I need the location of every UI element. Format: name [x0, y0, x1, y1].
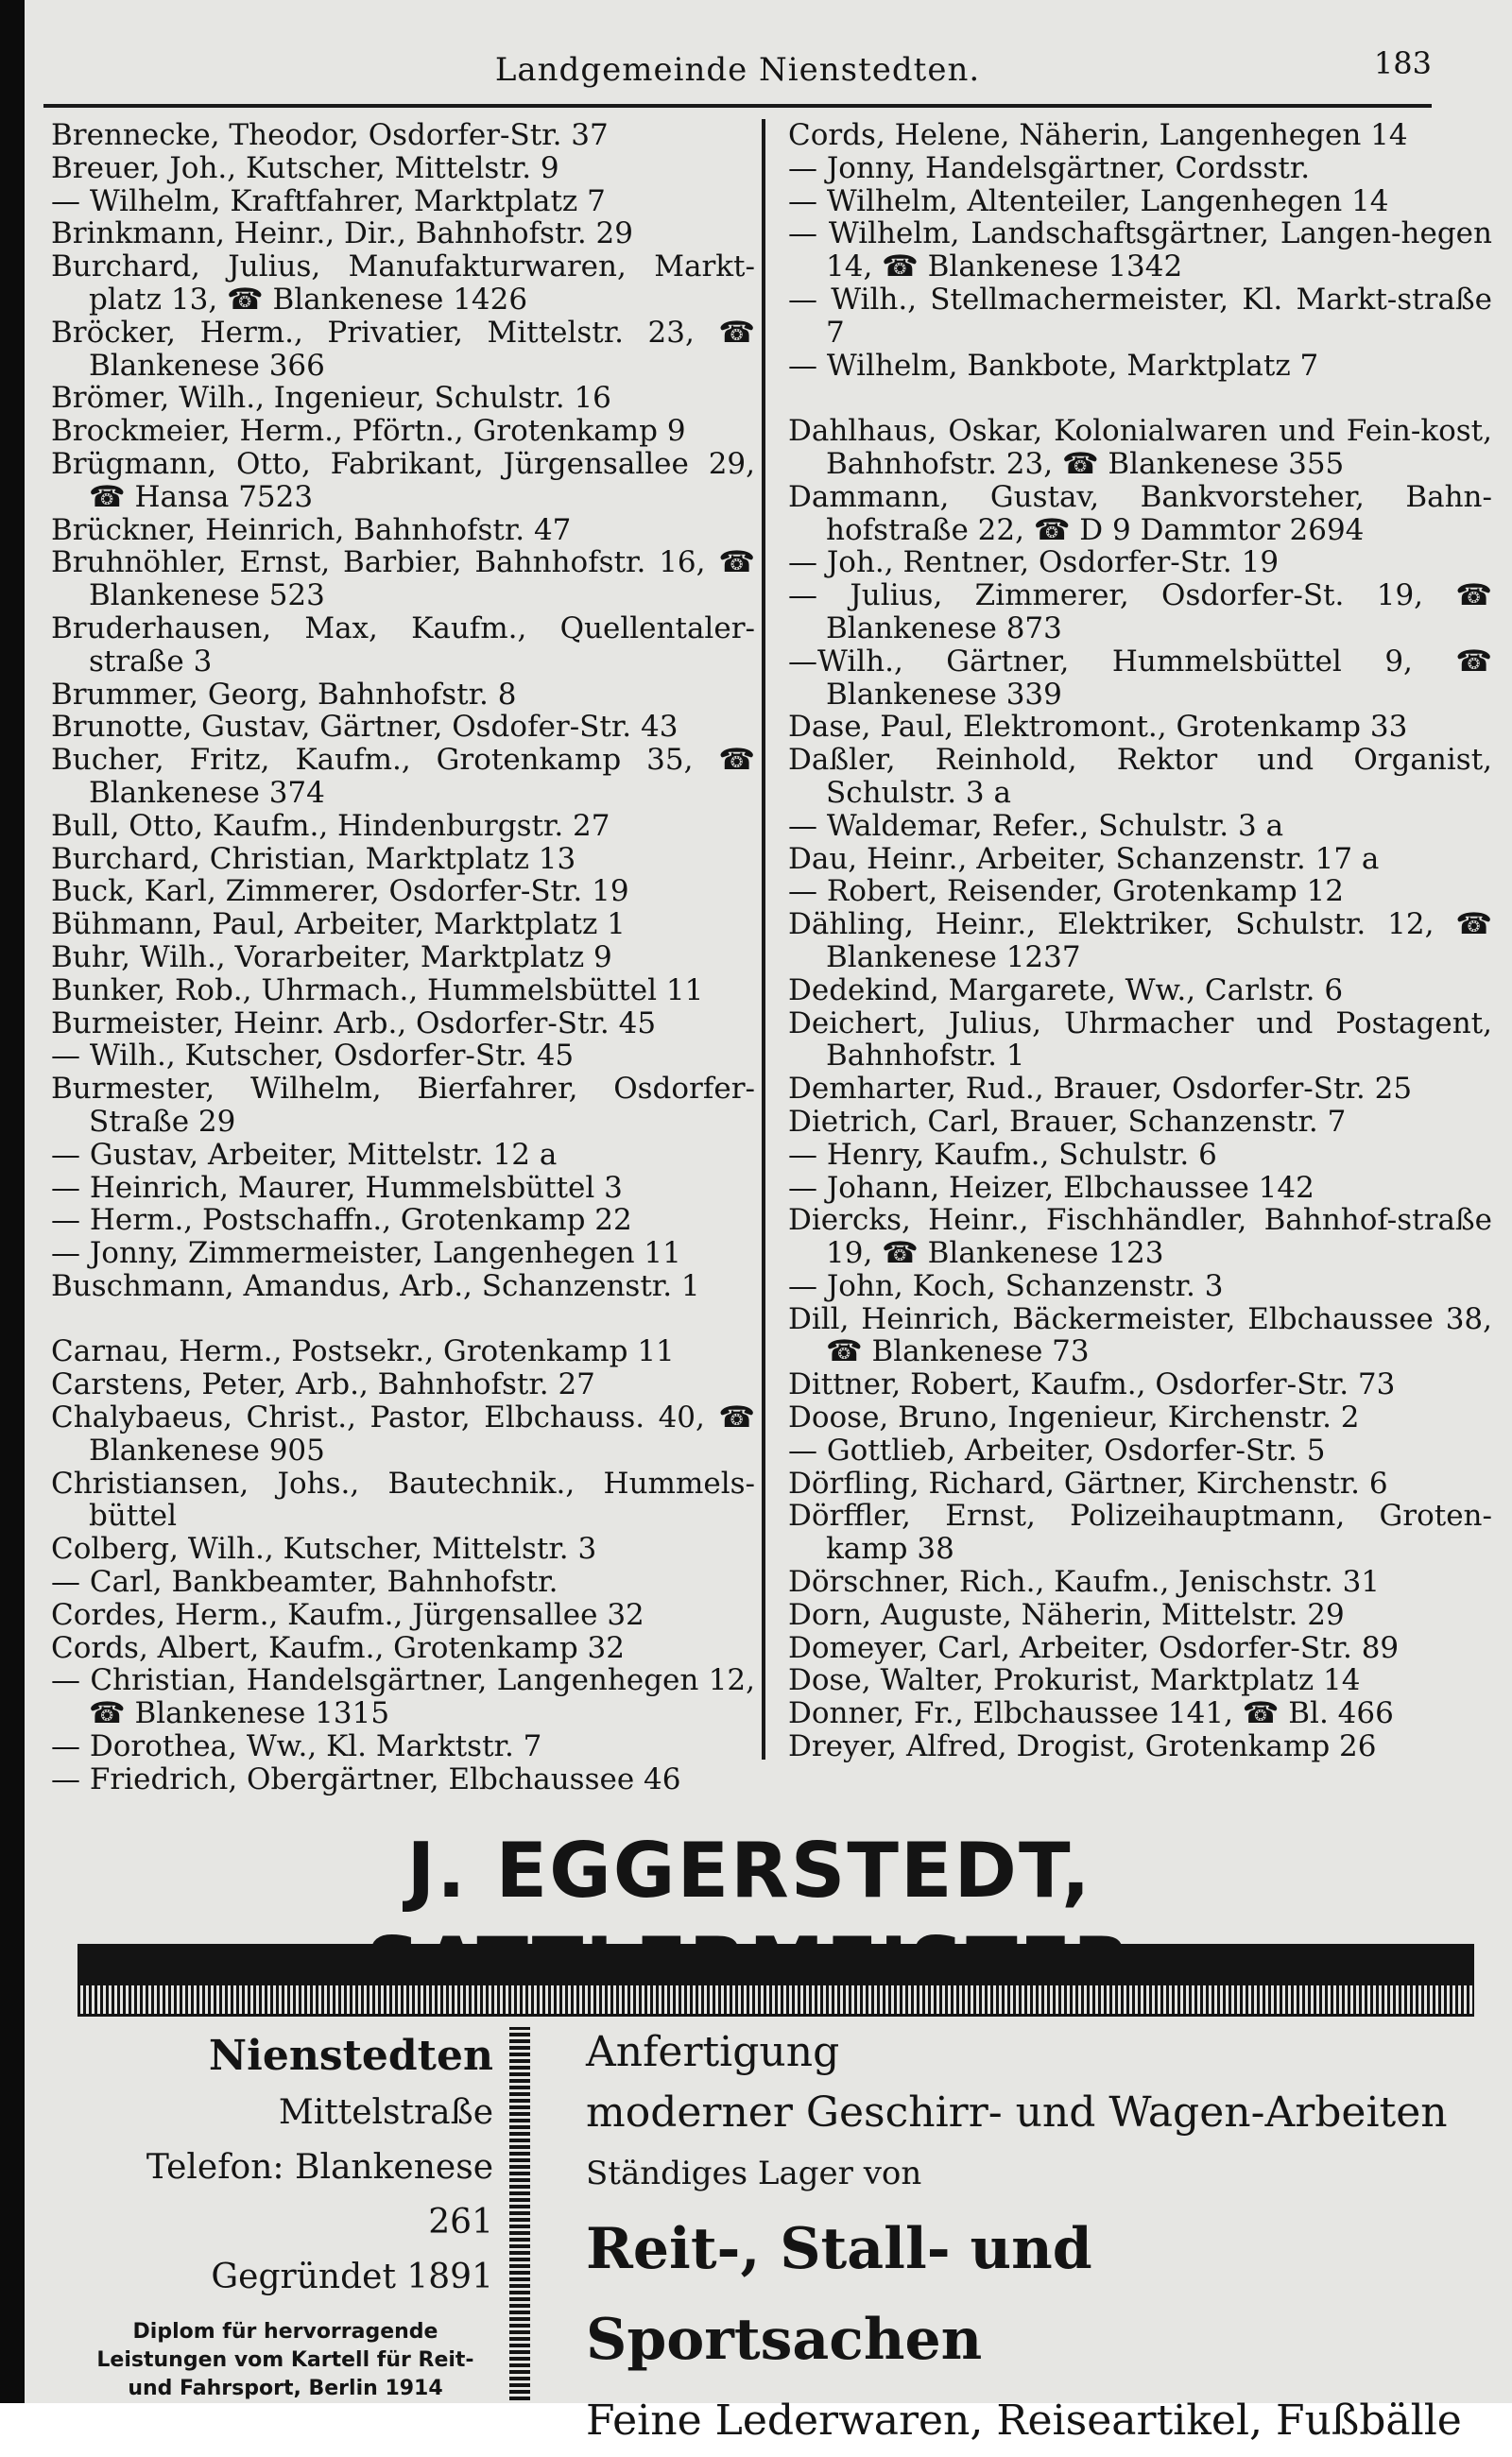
directory-entry: — Wilhelm, Altenteiler, Langenhegen 14	[788, 183, 1389, 218]
directory-entry: Doose, Bruno, Ingenieur, Kirchenstr. 2	[788, 1400, 1360, 1435]
directory-entry: Donner, Fr., Elbchaussee 141, ☎ Bl. 466	[788, 1696, 1394, 1731]
directory-entry: Bull, Otto, Kaufm., Hindenburgstr. 27	[51, 808, 610, 843]
directory-entry: — Wilhelm, Bankbote, Marktplatz 7	[788, 348, 1319, 383]
directory-entry: Deichert, Julius, Uhrmacher und Postagent, Bahnhofstr. 1	[788, 1005, 1492, 1074]
directory-entry: Brügmann, Otto, Fabrikant, Jürgensallee 29, ☎ Hansa 7523	[51, 446, 755, 514]
directory-entry: Brückner, Heinrich, Bahnhofstr. 47	[51, 512, 572, 547]
directory-entry: Bruhnöhler, Ernst, Barbier, Bahnhofstr. 16, ☎ Blankenese 523	[51, 545, 755, 613]
directory-entry: Bucher, Fritz, Kaufm., Grotenkamp 35, ☎ Blankenese 374	[51, 743, 755, 810]
directory-entry: — Henry, Kaufm., Schulstr. 6	[788, 1137, 1217, 1172]
directory-entry: Carstens, Peter, Arb., Bahnhofstr. 27	[51, 1367, 595, 1402]
directory-entry: Dörffler, Ernst, Polizeihauptmann, Groten-kamp 38	[788, 1499, 1492, 1567]
directory-entry: — Waldemar, Refer., Schulstr. 3 a	[788, 808, 1284, 843]
directory-entry: Diercks, Heinr., Fischhändler, Bahnhof-straße 19, ☎ Blankenese 123	[788, 1203, 1492, 1271]
directory-entry: Bühmann, Paul, Arbeiter, Marktplatz 1	[51, 907, 626, 942]
directory-entry: Bruderhausen, Max, Kaufm., Quellentaler-straße 3	[51, 610, 755, 679]
directory-entry: Brummer, Georg, Bahnhofstr. 8	[51, 677, 517, 712]
directory-entry: — Herm., Postschaffn., Grotenkamp 22	[51, 1203, 632, 1238]
directory-entry: — Joh., Rentner, Osdorfer-Str. 19	[788, 545, 1280, 580]
directory-entry: Buck, Karl, Zimmerer, Osdorfer-Str. 19	[51, 874, 629, 909]
page-title: Landgemeinde Nienstedten.	[494, 51, 981, 89]
directory-entry: — Christian, Handelsgärtner, Langenhegen 12, ☎ Blankenese 1315	[51, 1663, 755, 1731]
directory-entry: — Julius, Zimmerer, Osdorfer-St. 19, ☎ Blankenese 873	[788, 578, 1492, 645]
directory-entry: Dörfling, Richard, Gärtner, Kirchenstr. 6	[788, 1466, 1388, 1501]
directory-entry: Buschmann, Amandus, Arb., Schanzenstr. 1	[51, 1268, 700, 1303]
directory-entry: Bröcker, Herm., Privatier, Mittelstr. 23, ☎ Blankenese 366	[51, 315, 755, 383]
directory-entry: — Dorothea, Ww., Kl. Marktstr. 7	[51, 1729, 542, 1764]
ad-line-1: Anfertigung	[586, 2028, 840, 2076]
directory-entry: Brinkmann, Heinr., Dir., Bahnhofstr. 29	[51, 216, 633, 251]
directory-entry: Burchard, Julius, Manufakturwaren, Markt-platz 13, ☎ Blankenese 1426	[51, 249, 755, 317]
ad-street: Mittelstraße	[278, 2093, 493, 2132]
directory-entry: Christiansen, Johs., Bautechnik., Hummels-büttel	[51, 1466, 755, 1534]
ad-left-block	[77, 2027, 493, 2403]
ad-line-3: Ständiges Lager von	[586, 2155, 922, 2192]
section-spacer	[51, 1303, 755, 1336]
directory-entry: Brennecke, Theodor, Osdorfer-Str. 37	[51, 118, 609, 152]
ad-line-2: moderner Geschirr- und Wagen-Arbeiten	[586, 2088, 1448, 2137]
directory-entry: Dähling, Heinr., Elektriker, Schulstr. 12, ☎ Blankenese 1237	[788, 907, 1492, 974]
directory-entry: — Jonny, Handelsgärtner, Cordsstr.	[788, 150, 1311, 185]
directory-entry: — Gustav, Arbeiter, Mittelstr. 12 a	[51, 1137, 558, 1172]
directory-entry: Brockmeier, Herm., Pförtn., Grotenkamp 9	[51, 414, 686, 449]
directory-entry: Buhr, Wilh., Vorarbeiter, Marktplatz 9	[51, 939, 612, 974]
directory-entry: Burchard, Christian, Marktplatz 13	[51, 841, 576, 876]
directory-entry: Dedekind, Margarete, Ww., Carlstr. 6	[788, 972, 1344, 1007]
directory-entry: Cordes, Herm., Kaufm., Jürgensallee 32	[51, 1597, 644, 1632]
directory-entry: Chalybaeus, Christ., Pastor, Elbchauss. 40, ☎ Blankenese 905	[51, 1400, 755, 1468]
directory-entry: Dorn, Auguste, Näherin, Mittelstr. 29	[788, 1597, 1345, 1632]
ad-line-4: Reit-, Stall- und Sportsachen	[586, 2216, 1092, 2373]
right-column	[788, 119, 1492, 1763]
directory-entry: Dahlhaus, Oskar, Kolonialwaren und Fein-kost, Bahnhofstr. 23, ☎ Blankenese 355	[788, 414, 1492, 481]
directory-entry: — Heinrich, Maurer, Hummelsbüttel 3	[51, 1170, 623, 1205]
directory-entry: Dill, Heinrich, Bäckermeister, Elbchaussee 38, ☎ Blankenese 73	[788, 1301, 1492, 1369]
column-divider	[762, 119, 765, 1760]
directory-entry: — Wilhelm, Kraftfahrer, Marktplatz 7	[51, 183, 606, 218]
directory-entry: — Carl, Bankbeamter, Bahnhofstr.	[51, 1565, 558, 1600]
ad-band-solid	[77, 1944, 1474, 1985]
directory-entry: Dietrich, Carl, Brauer, Schanzenstr. 7	[788, 1104, 1347, 1139]
directory-entry: —Wilh., Gärtner, Hummelsbüttel 9, ☎ Blankenese 339	[788, 644, 1492, 712]
directory-entry: — Friedrich, Obergärtner, Elbchaussee 46	[51, 1761, 681, 1796]
directory-entry: Brömer, Wilh., Ingenieur, Schulstr. 16	[51, 381, 611, 416]
section-spacer	[788, 382, 1492, 415]
ad-title: J. EGGERSTEDT,	[406, 1827, 1092, 1915]
directory-entry: Breuer, Joh., Kutscher, Mittelstr. 9	[51, 150, 559, 185]
directory-entry: — Johann, Heizer, Elbchaussee 142	[788, 1170, 1314, 1205]
directory-entry: — Wilh., Kutscher, Osdorfer-Str. 45	[51, 1039, 575, 1074]
directory-entry: Dammann, Gustav, Bankvorsteher, Bahn-hofstraße 22, ☎ D 9 Dammtor 2694	[788, 479, 1492, 547]
ad-diploma: Diplom für hervorragende Leistungen vom Kartell für Reit- und Fahrsport, Berlin 1914	[96, 2320, 474, 2400]
ad-band-hatched	[77, 1985, 1474, 2017]
ad-founded: Gegründet 1891	[211, 2258, 493, 2296]
directory-entry: Brunotte, Gustav, Gärtner, Osdofer-Str. 43	[51, 710, 679, 745]
directory-entry: — Wilh., Stellmachermeister, Kl. Markt-straße 7	[788, 282, 1492, 350]
directory-entry: — Wilhelm, Landschaftsgärtner, Langen-hegen 14, ☎ Blankenese 1342	[788, 216, 1492, 284]
directory-entry: — Robert, Reisender, Grotenkamp 12	[788, 874, 1344, 909]
directory-entry: Dau, Heinr., Arbeiter, Schanzenstr. 17 a	[788, 841, 1380, 876]
directory-entry: Daßler, Reinhold, Rektor und Organist, Schulstr. 3 a	[788, 743, 1492, 810]
directory-entry: Demharter, Rud., Brauer, Osdorfer-Str. 25	[788, 1072, 1413, 1107]
directory-entry: Cords, Helene, Näherin, Langenhegen 14	[788, 118, 1408, 152]
page-header	[43, 45, 1432, 108]
page-number: 183	[1373, 45, 1432, 81]
directory-entry: Burmeister, Heinr. Arb., Osdorfer-Str. 45	[51, 1005, 657, 1040]
directory-entry: — Jonny, Zimmermeister, Langenhegen 11	[51, 1236, 681, 1271]
directory-entry: — John, Koch, Schanzenstr. 3	[788, 1268, 1224, 1303]
ad-city: Nienstedten	[208, 2032, 493, 2080]
directory-entry: Dörschner, Rich., Kaufm., Jenischstr. 31	[788, 1565, 1381, 1600]
ad-phone: Telefon: Blankenese 261	[146, 2148, 493, 2242]
directory-entry: Cords, Albert, Kaufm., Grotenkamp 32	[51, 1630, 625, 1665]
directory-entry: Dose, Walter, Prokurist, Marktplatz 14	[788, 1663, 1361, 1698]
directory-entry: Dittner, Robert, Kaufm., Osdorfer-Str. 73	[788, 1367, 1396, 1402]
ad-right-block	[586, 2022, 1484, 2457]
ad-line-5: Feine Lederwaren, Reiseartikel, Fußbälle	[586, 2397, 1462, 2445]
directory-entry: Dase, Paul, Elektromont., Grotenkamp 33	[788, 710, 1408, 745]
advertisement	[25, 1796, 1512, 2445]
directory-entry: Dreyer, Alfred, Drogist, Grotenkamp 26	[788, 1729, 1377, 1764]
directory-entry: Burmester, Wilhelm, Bierfahrer, Osdorfer-Straße 29	[51, 1072, 755, 1139]
directory-entry: Carnau, Herm., Postsekr., Grotenkamp 11	[51, 1334, 675, 1369]
directory-entry: — Gottlieb, Arbeiter, Osdorfer-Str. 5	[788, 1433, 1326, 1468]
left-column	[51, 119, 755, 1796]
directory-entry: Bunker, Rob., Uhrmach., Hummelsbüttel 11	[51, 972, 704, 1007]
ad-vertical-rule	[509, 2027, 530, 2400]
directory-entry: Domeyer, Carl, Arbeiter, Osdorfer-Str. 89	[788, 1630, 1400, 1665]
directory-entry: Colberg, Wilh., Kutscher, Mittelstr. 3	[51, 1532, 597, 1567]
